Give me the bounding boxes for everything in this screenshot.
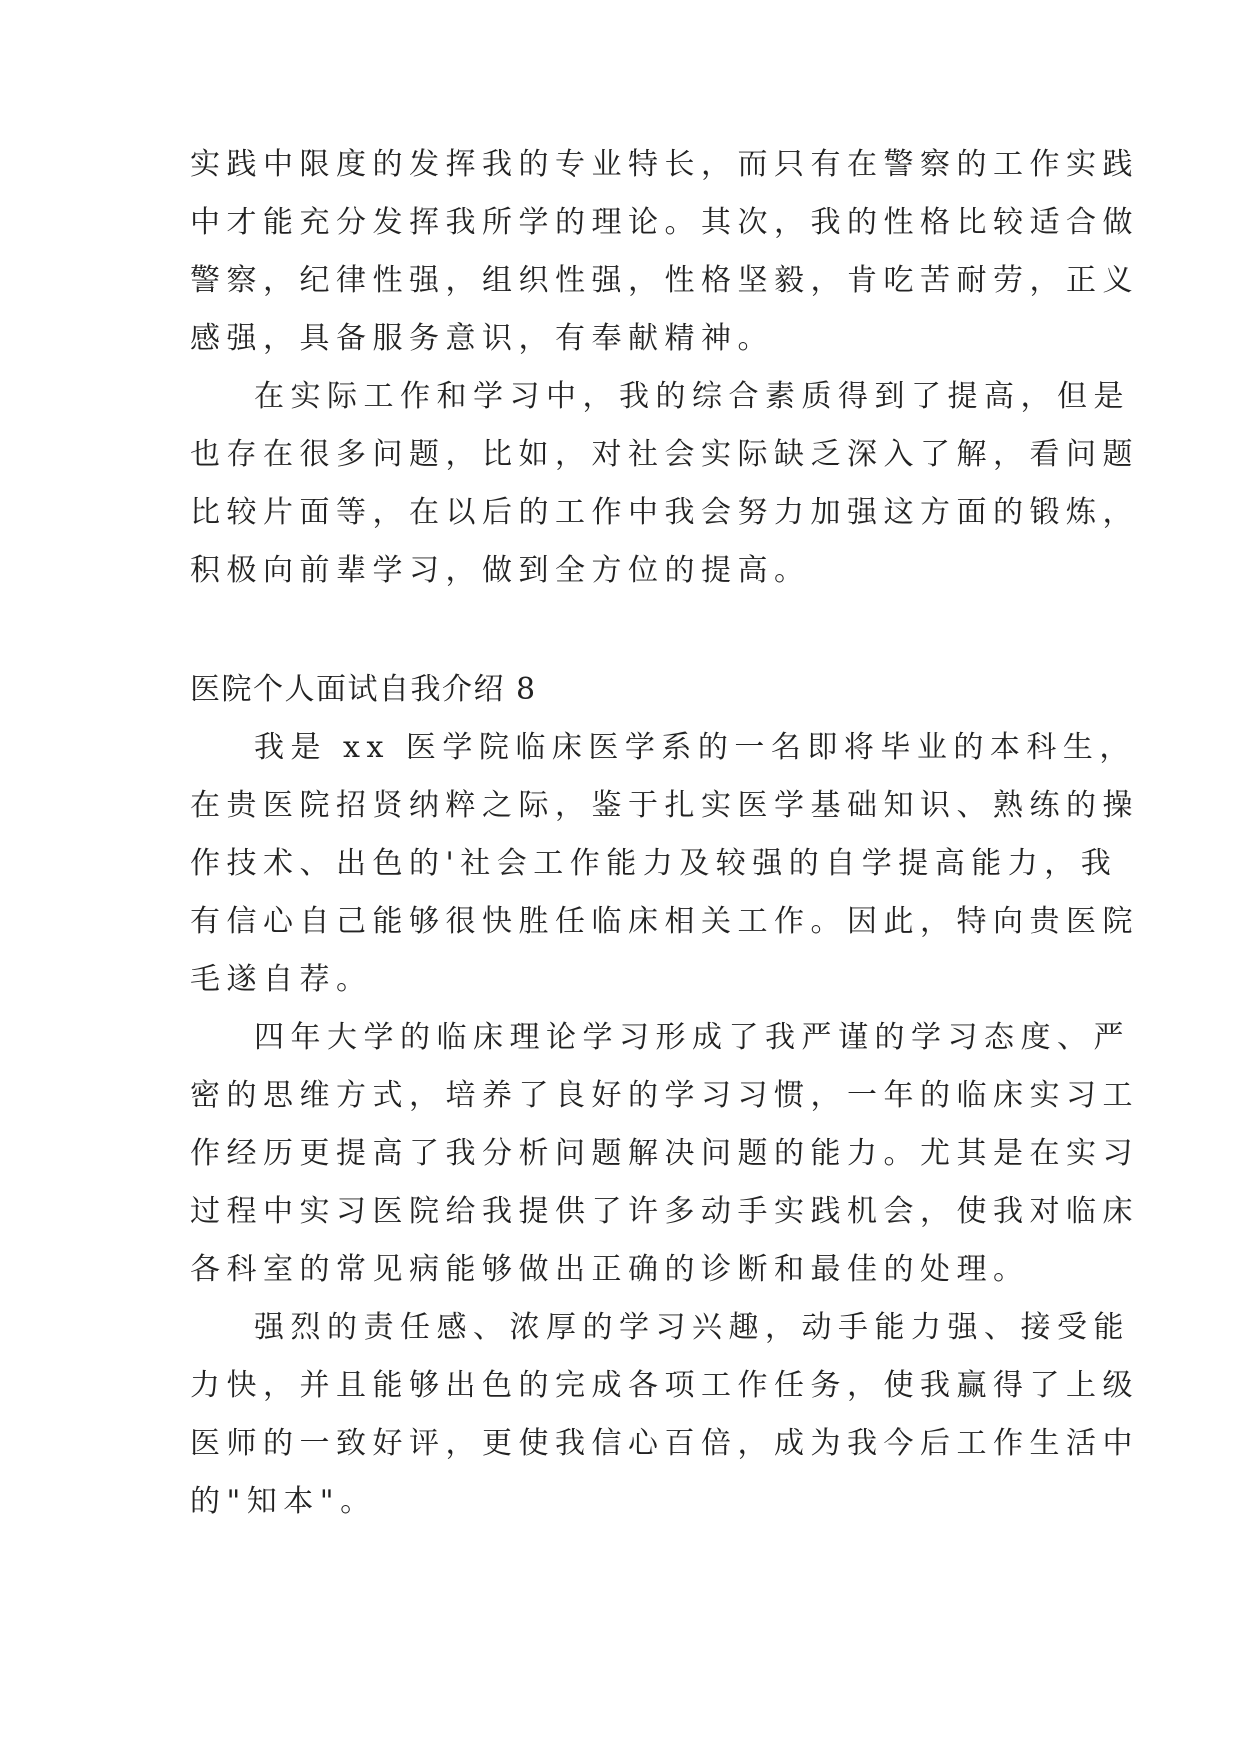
paragraph-line: 医师的一致好评，更使我信心百倍，成为我今后工作生活中 [190, 1426, 1139, 1461]
paragraph-line: 毛遂自荐。 [190, 962, 373, 997]
paragraph-line: 在实际工作和学习中，我的综合素质得到了提高，但是 [254, 379, 1130, 414]
paragraph-line: 比较片面等，在以后的工作中我会努力加强这方面的锻炼， [190, 495, 1139, 530]
paragraph-line: 我是 xx 医学院临床医学系的一名即将毕业的本科生， [254, 730, 1136, 765]
paragraph-line: 感强，具备服务意识，有奉献精神。 [190, 321, 774, 356]
paragraph-line: 力快，并且能够出色的完成各项工作任务，使我赢得了上级 [190, 1368, 1139, 1403]
paragraph-line: 各科室的常见病能够做出正确的诊断和最佳的处理。 [190, 1252, 1030, 1287]
paragraph-line: 四年大学的临床理论学习形成了我严谨的学习态度、严 [254, 1020, 1130, 1055]
paragraph-line: 中才能充分发挥我所学的理论。其次，我的性格比较适合做 [190, 205, 1139, 240]
paragraph-line: 在贵医院招贤纳粹之际，鉴于扎实医学基础知识、熟练的操 [190, 788, 1139, 823]
paragraph-line: 密的思维方式，培养了良好的学习习惯，一年的临床实习工 [190, 1078, 1139, 1113]
paragraph-line: 警察，纪律性强，组织性强，性格坚毅，肯吃苦耐劳，正义 [190, 263, 1139, 298]
paragraph-line: 实践中限度的发挥我的专业特长，而只有在警察的工作实践 [190, 147, 1139, 182]
paragraph-line: 有信心自己能够很快胜任临床相关工作。因此，特向贵医院 [190, 904, 1139, 939]
paragraph-line: 积极向前辈学习，做到全方位的提高。 [190, 553, 811, 588]
section-heading: 医院个人面试自我介绍 8 [190, 672, 537, 707]
paragraph-line: 作技术、出色的'社会工作能力及较强的自学提高能力，我 [190, 846, 1118, 881]
paragraph-line: 的"知本"。 [190, 1484, 377, 1519]
paragraph-line: 也存在很多问题，比如，对社会实际缺乏深入了解，看问题 [190, 437, 1139, 472]
paragraph-line: 过程中实习医院给我提供了许多动手实践机会，使我对临床 [190, 1194, 1139, 1229]
paragraph-line: 强烈的责任感、浓厚的学习兴趣，动手能力强、接受能 [254, 1310, 1130, 1345]
paragraph-line: 作经历更提高了我分析问题解决问题的能力。尤其是在实习 [190, 1136, 1139, 1171]
